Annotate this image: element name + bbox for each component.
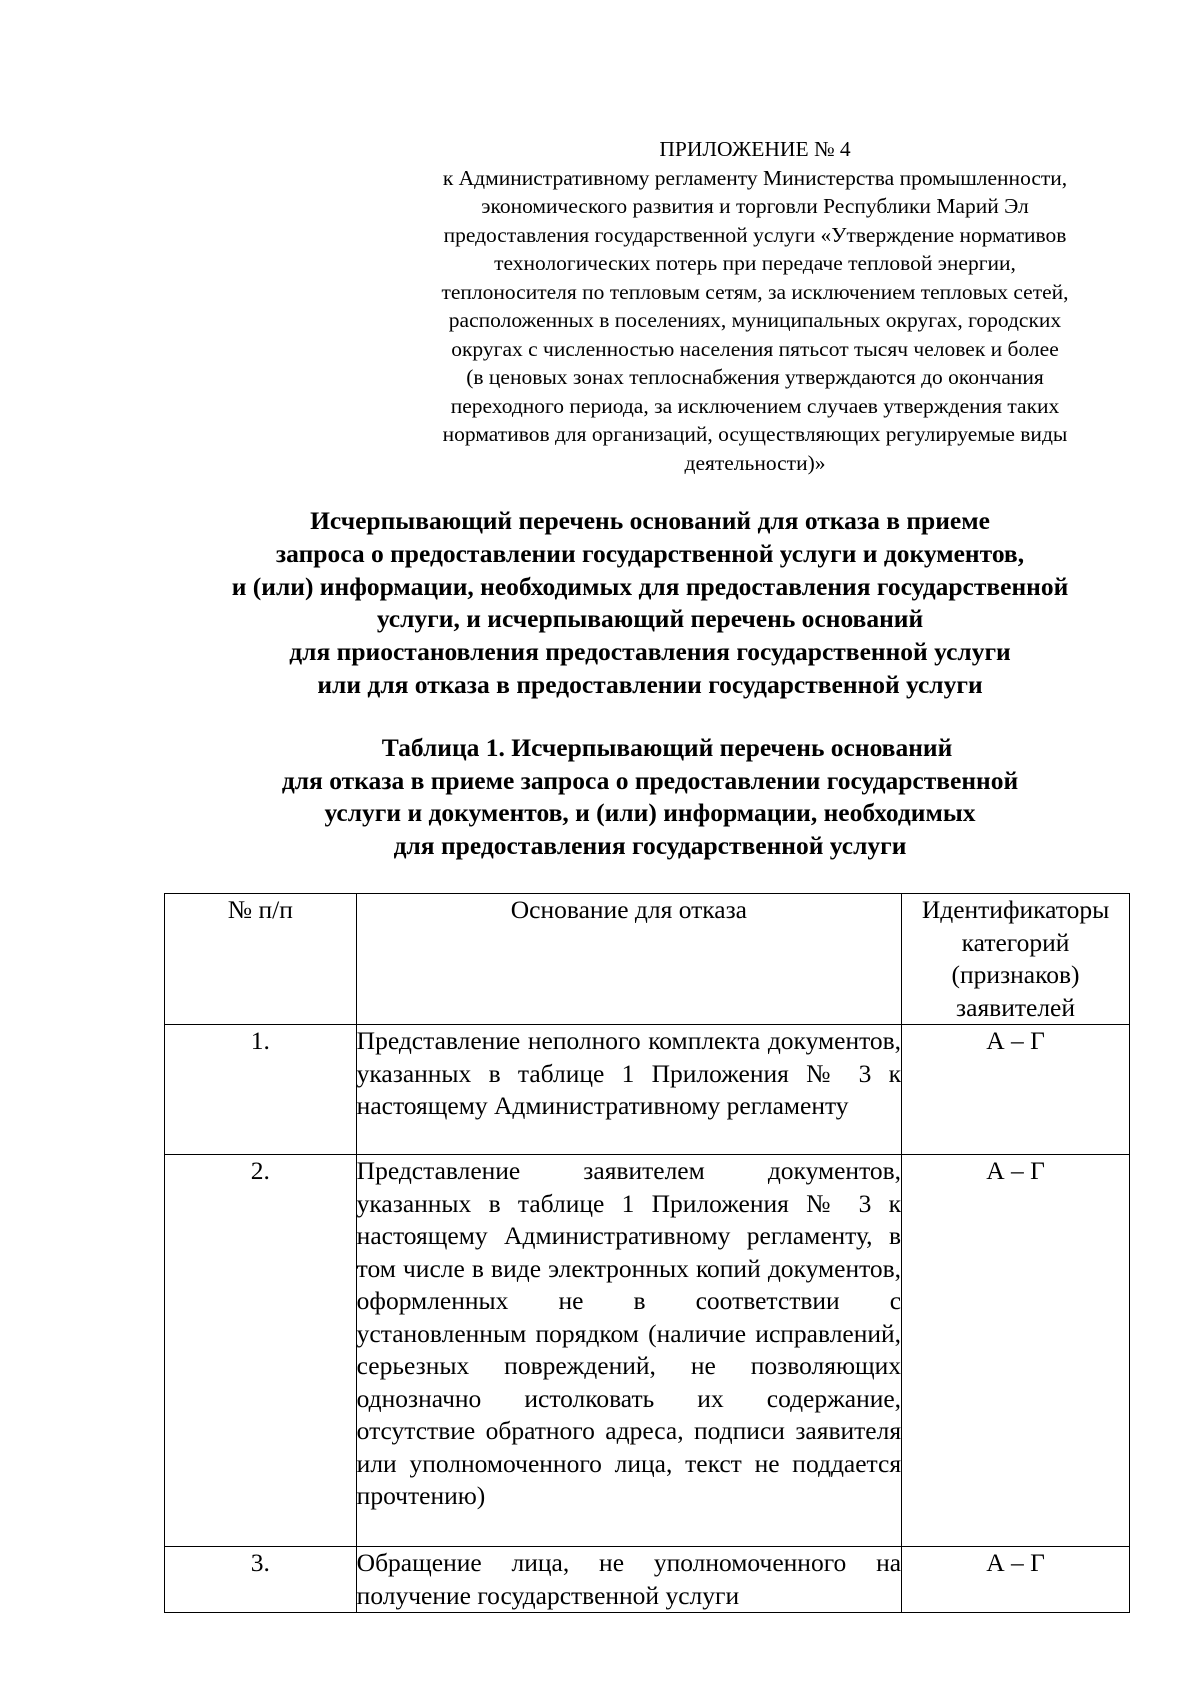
appendix-line: деятельности)» [684,450,826,475]
caption-line: для отказа в приеме запроса о предоставлении государственной [281,765,1019,795]
row-number: 3. [165,1547,357,1613]
table-row [165,1547,1130,1613]
table-row [165,1025,1130,1155]
appendix-line: ПРИЛОЖЕНИЕ № 4 [659,137,851,161]
caption-line: для предоставления государственной услуги [393,830,907,860]
row-basis: Обращение лица, не уполномоченного на получение государственной услуги [356,1547,901,1613]
title-line: и (или) информации, необходимых для предоставления государственной [231,571,1069,601]
appendix-line: предоставления государственной услуги «Утверждение нормативов [443,222,1067,247]
appendix-line: расположенных в поселениях, муниципальных округах, городских [448,308,1062,332]
title-line: Исчерпывающий перечень оснований для отказа в приеме [310,506,990,535]
appendix-header [390,135,1120,477]
header-basis: Основание для отказа [356,894,901,1025]
row-number: 2. [165,1155,357,1547]
document-title [120,505,1180,702]
title-line: или для отказа в предоставлении государственной услуги [317,669,983,699]
row-identifiers: А – Г [902,1547,1130,1613]
table-header-row [165,894,1130,1025]
title-line: для приостановления предоставления государственной услуги [289,637,1011,667]
appendix-line: теплоносителя по тепловым сетям, за исключением тепловых сетей, [441,279,1069,304]
row-identifiers: А – Г [902,1025,1130,1155]
grounds-table [164,893,1130,1613]
title-line: услуги, и исчерпывающий перечень оснований [376,604,924,634]
title-line: запроса о предоставлении государственной услуги и документов, [275,538,1025,568]
appendix-line: к Административному регламенту Министерства промышленности, [442,165,1068,190]
row-identifiers: А – Г [902,1155,1130,1547]
appendix-line: технологических потерь при передаче тепловой энергии, [494,251,1016,275]
row-basis: Представление заявителем документов, указанных в таблице 1 Приложения № 3 к настоящему Административному регламенту, в том числе в виде электронных копий документов, оформленных не в соответствии с установленным порядком (наличие исправлений, серьезных повреждений, не позволяющих однозначно истолковать их содержание, отсутствие обратного адреса, подписи заявителя или уполномоченного лица, текст не поддается прочтению) [356,1155,901,1547]
table-row [165,1155,1130,1547]
row-number: 1. [165,1025,357,1155]
appendix-line: округах с численностью населения пятьсот тысяч человек и более [451,336,1059,361]
appendix-line: (в ценовых зонах теплоснабжения утверждаются до окончания [466,365,1044,389]
caption-line: услуги и документов, и (или) информации, необходимых [324,798,976,827]
appendix-line: нормативов для организаций, осуществляющих регулируемые виды [442,422,1068,446]
appendix-line: экономического развития и торговли Республики Марий Эл [481,194,1029,218]
appendix-line: переходного периода, за исключением случаев утверждения таких [450,393,1060,418]
table-caption [200,732,1100,862]
header-number: № п/п [165,894,357,1025]
caption-line: Таблица 1. Исчерпывающий перечень оснований [381,733,953,762]
row-basis: Представление неполного комплекта документов, указанных в таблице 1 Приложения № 3 к настоящему Административному регламенту [356,1025,901,1155]
header-identifiers: Идентификаторы категорий (признаков) заявителей [902,894,1130,1025]
